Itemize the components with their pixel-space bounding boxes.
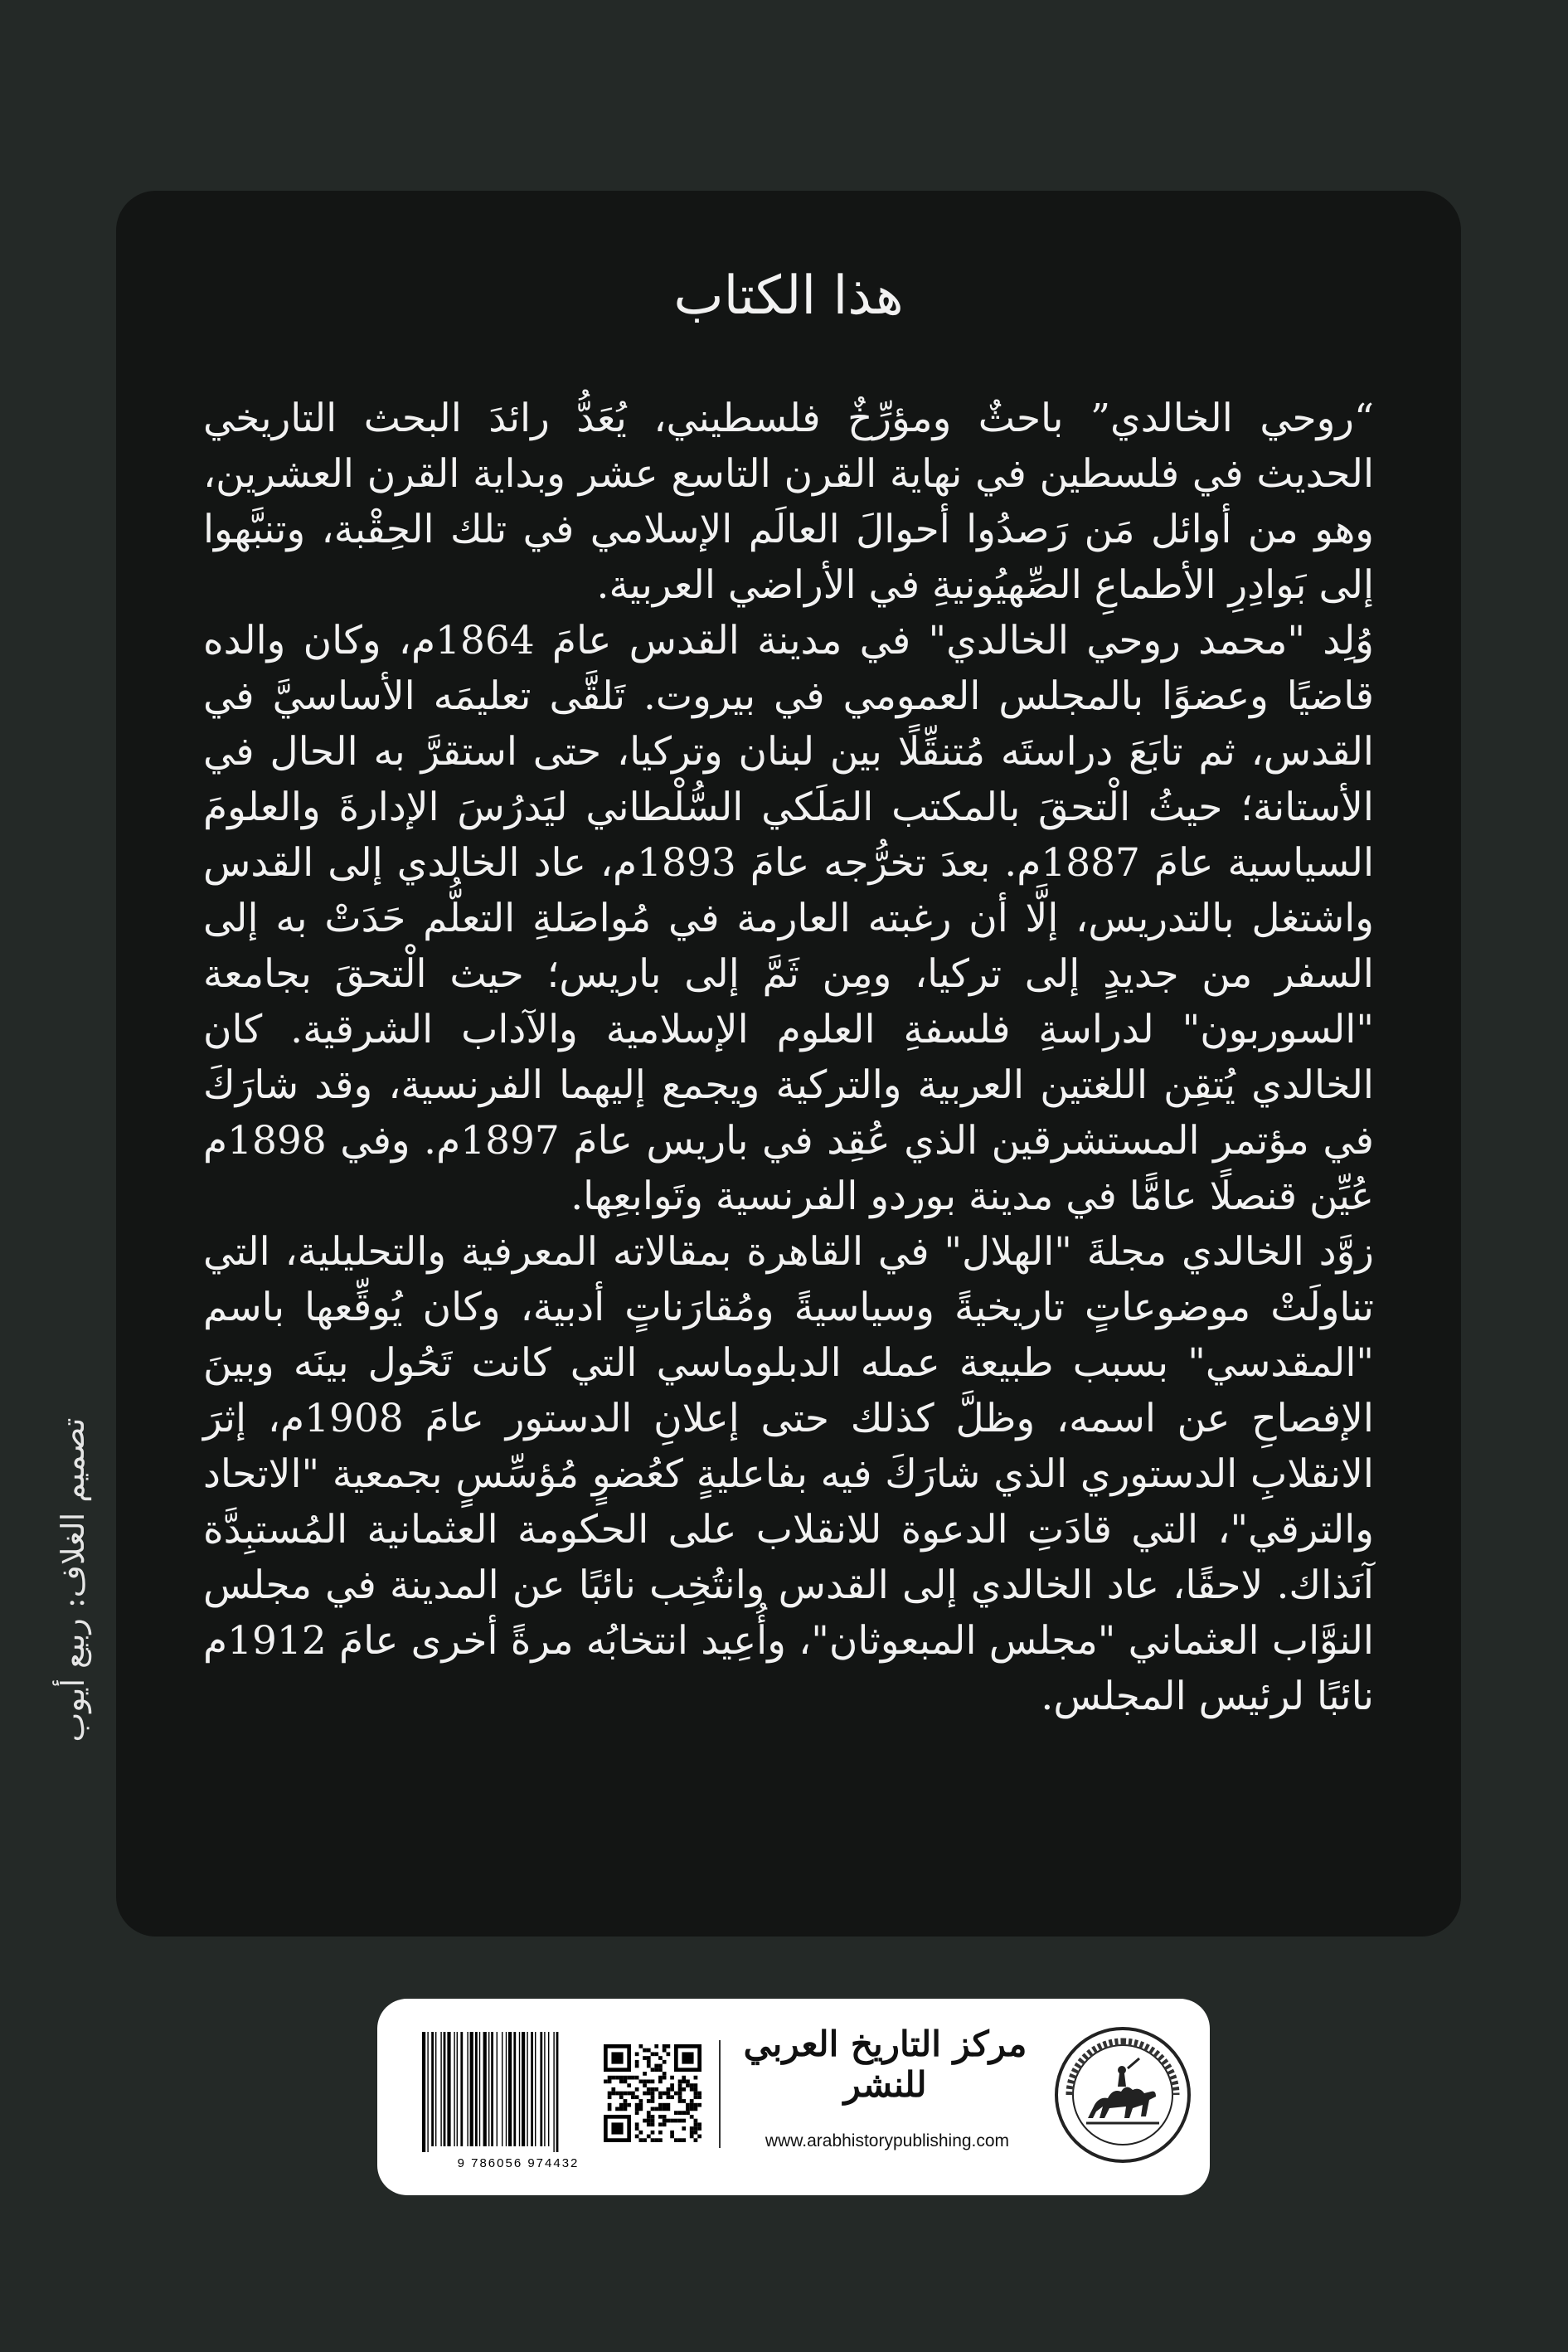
barcode-strip (377, 1999, 1210, 2195)
paragraph-career: زوَّد الخالدي مجلةَ "الهلال" في القاهرة بمقالاته المعرفية والتحليلية، التي تناولَتْ موضوعاتٍ تاريخيةً وسياسيةً ومُقارَناتٍ أدبية، وكان يُوقِّعها باسم "المقدسي" بسبب طبيعة عمله الدبلوماسي التي كانت تَحُول بينَه وبينَ الإفصاحِ عن اسمه، وظلَّ كذلك حتى إعلانِ الدستور عامَ 1908م، إثرَ الانقلابِ الدستوري الذي شارَكَ فيه بفاعليةٍ كعُضوٍ مُؤسِّسٍ بجمعية "الاتحاد والترقي"، التي قادَتِ الدعوة للانقلاب على الحكومة العثمانية المُستبِدَّة آنَذاك. لاحقًا، عاد الخالدي إلى القدس وانتُخِب نائبًا عن المدينة في مجلس النوَّاب العثماني "مجلس المبعوثان"، وأُعِيد انتخابُه مرةً أخرى عامَ 1912م نائبًا لرئيس المجلس. (203, 1229, 1374, 1719)
book-description-panel (116, 191, 1461, 1937)
publisher-website: www.arabhistorypublishing.com (765, 2131, 1010, 2150)
cover-design-credit: تصميم الغلاف: ربيع أيوب (55, 1417, 91, 1742)
publisher-logo-name: مركز التاريخ العربي للنشر (743, 2024, 1027, 2105)
paragraph-intro: “روحي الخالدي” باحثٌ ومؤرِّخٌ فلسطيني، يُعَدُّ رائدَ البحث التاريخي الحديث في فلسطين في نهاية القرن التاسع عشر وبداية القرن العشرين، وهو من أوائل مَن رَصدُوا أحوالَ العالَم الإسلامي في تلك الحِقْبة، وتنبَّهوا إلى بَوادِرِ الأطماعِ الصِّهيُونيةِ في الأراضي العربية. (203, 396, 1374, 608)
panel-title: هذا الكتاب (673, 265, 904, 327)
barcode-icon (419, 2032, 618, 2170)
strip-divider (719, 2040, 721, 2148)
paragraph-biography: وُلِد "محمد روحي الخالدي" في مدينة القدس عامَ 1864م، وكان والده قاضيًا وعضوًا بالمجلس العمومي في بيروت. تَلقَّى تعليمَه الأساسيَّ في القدس، ثم تابَعَ دراستَه مُتنقِّلًا بين لبنان وتركيا، حتى استقرَّ به الحال في الأستانة؛ حيثُ الْتحقَ بالمكتب المَلَكي السُّلْطاني ليَدرُسَ الإدارةَ والعلومَ السياسية عامَ 1887م. بعدَ تخرُّجه عامَ 1893م، عاد الخالدي إلى القدس واشتغل بالتدريس، إلَّا أن رغبته العارمة في مُواصَلةِ التعلُّم حَدَتْ به إلى السفر من جديدٍ إلى تركيا، ومِن ثَمَّ إلى باريس؛ حيث الْتحقَ بجامعة "السوربون" لدراسةِ فلسفةِ العلوم الإسلامية والآداب الشرقية. كان الخالدي يُتقِن اللغتين العربية والتركية ويجمع إليهما الفرنسية، وقد شارَكَ في مؤتمر المستشرقين الذي عُقِد في باريس عامَ 1897م. وفي 1898م عُيِّن قنصلًا عامًّا في مدينة بوردو الفرنسية وتَوابعِها. (203, 618, 1375, 1219)
isbn-number: 9 786056 974432 (457, 2156, 580, 2170)
qr-code-icon (604, 2044, 701, 2142)
camel-rider-seal-icon (1053, 2025, 1192, 2165)
